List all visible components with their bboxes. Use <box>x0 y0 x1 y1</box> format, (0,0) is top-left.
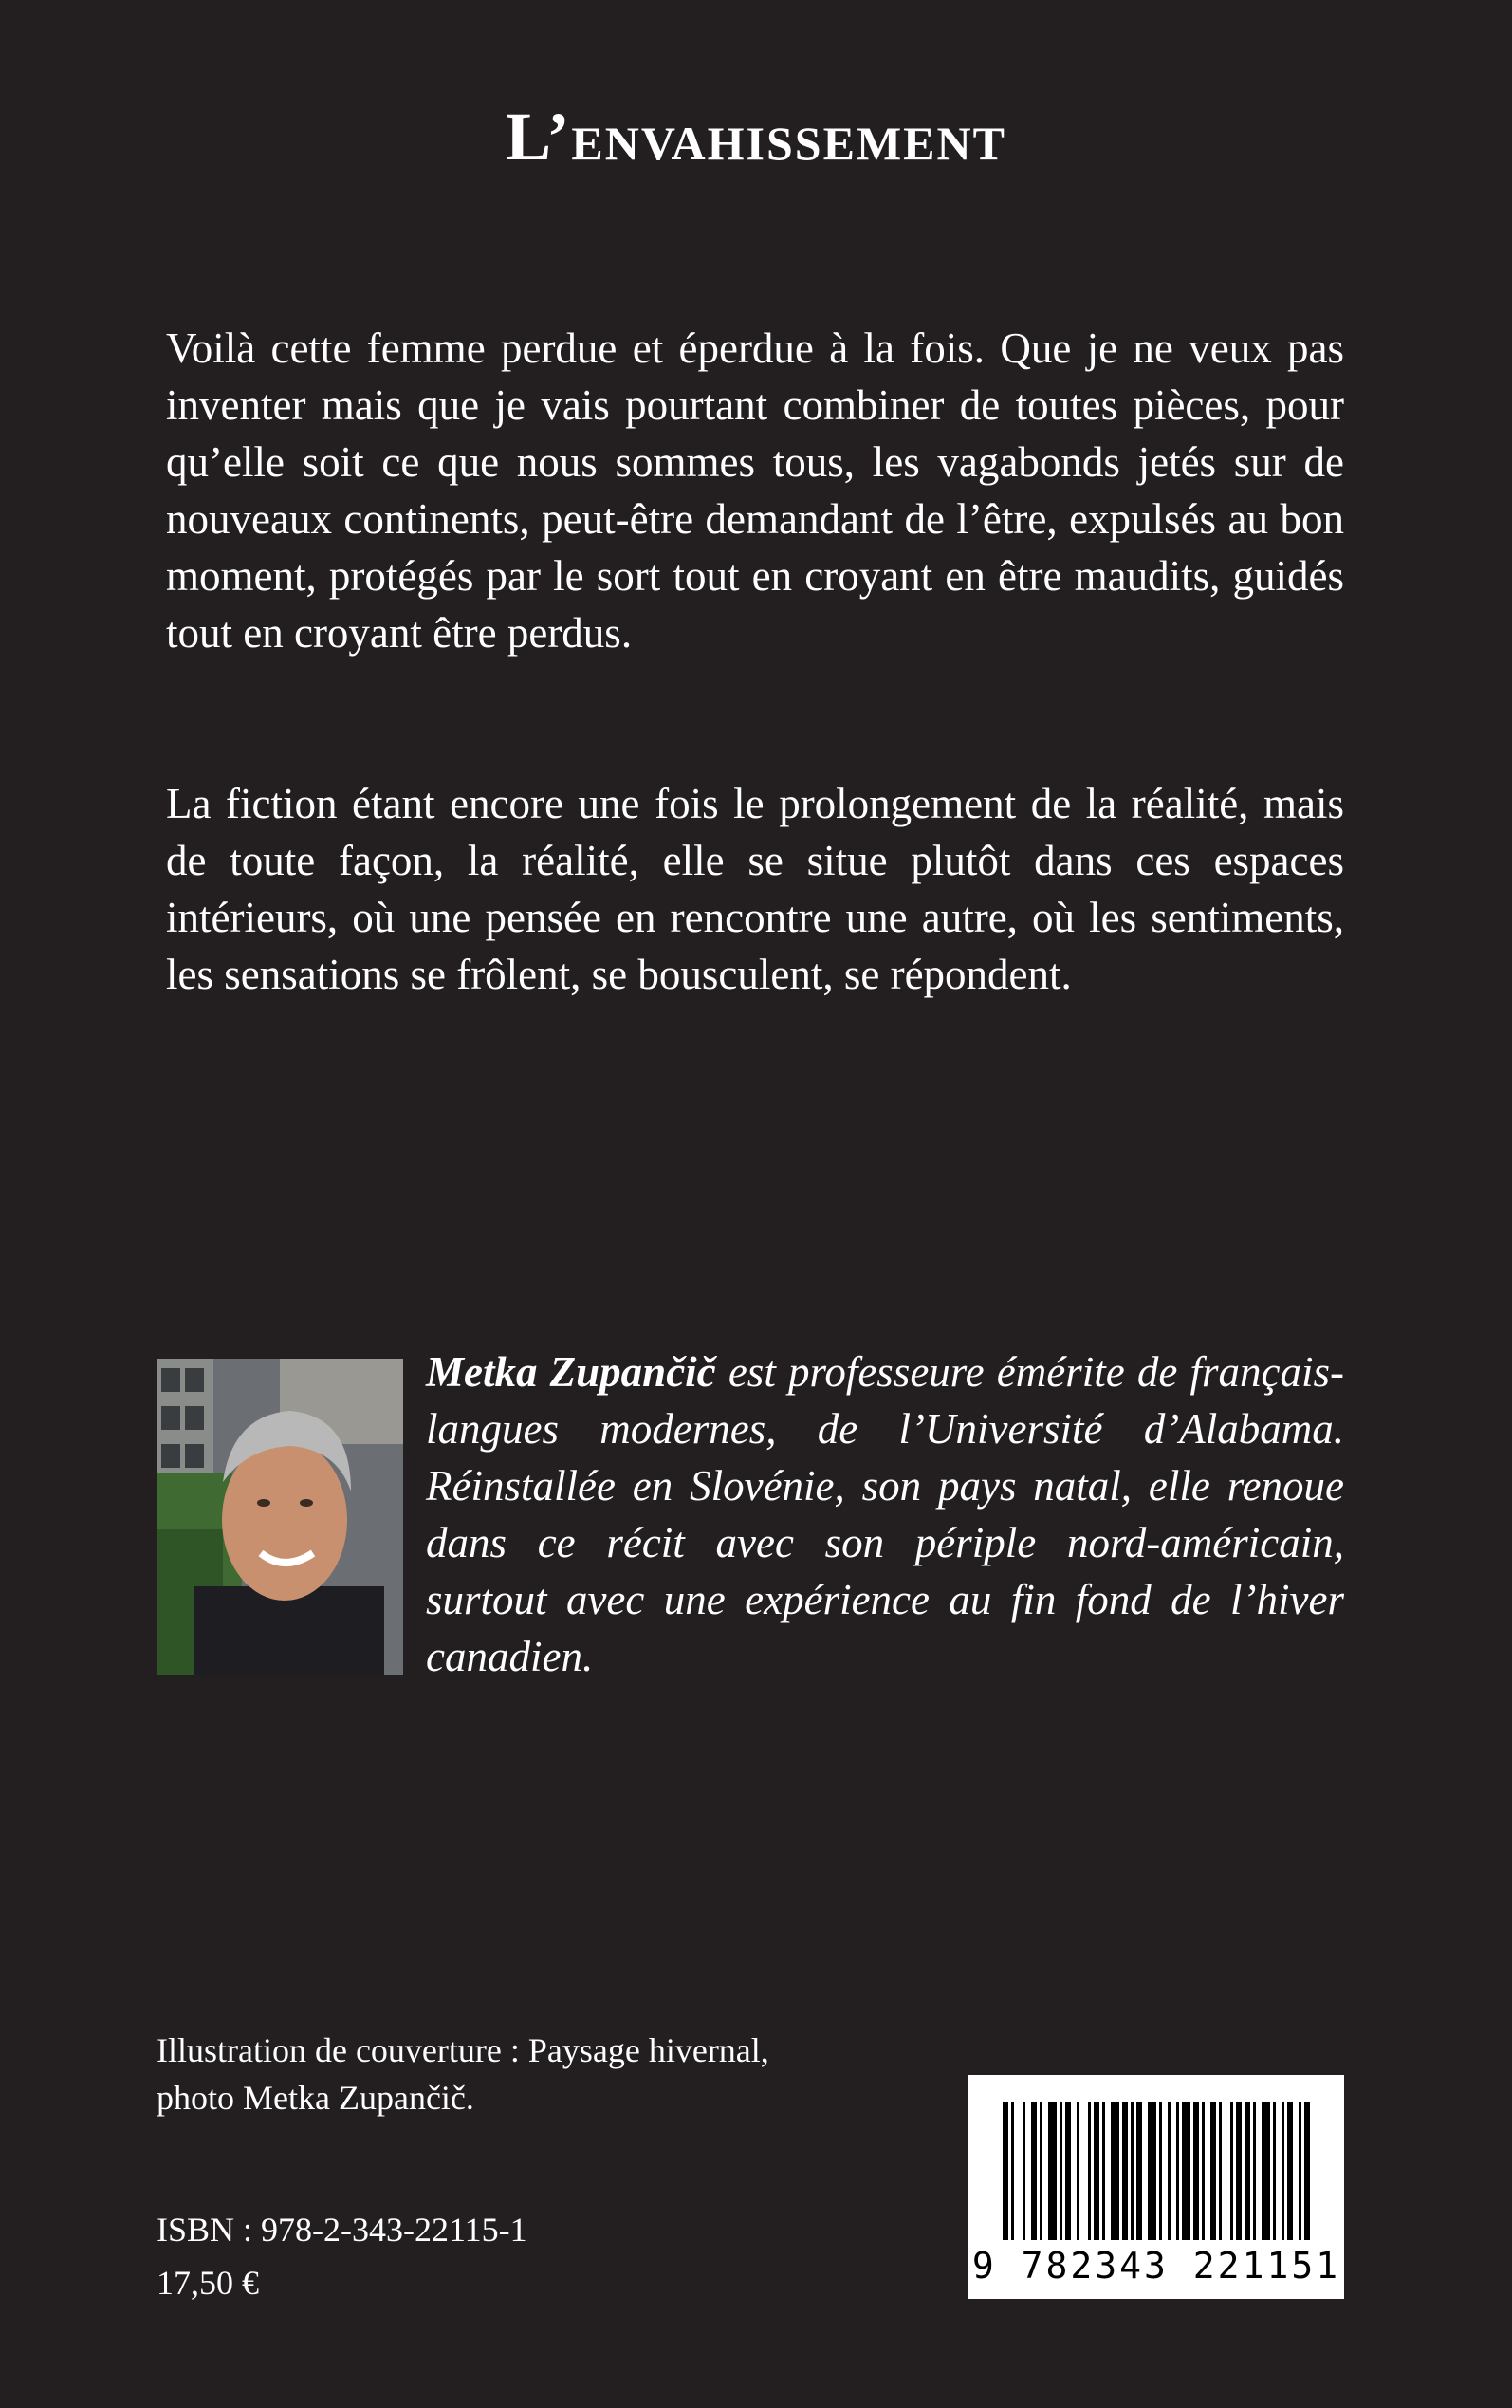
barcode-bar <box>1236 2102 1242 2240</box>
cover-credit-line-1: Illustration de couverture : Paysage hivernal, <box>157 2031 769 2069</box>
barcode-bar <box>1159 2102 1162 2240</box>
barcode-bar <box>1111 2102 1119 2240</box>
barcode-bar <box>1245 2102 1250 2240</box>
barcode-bar <box>1219 2102 1222 2240</box>
barcode-bar <box>1031 2102 1037 2240</box>
price: 17,50 € <box>157 2264 259 2302</box>
barcode-bar <box>1193 2102 1199 2240</box>
barcode-bar <box>1262 2102 1270 2240</box>
barcode-bar <box>1176 2102 1179 2240</box>
barcode-bar <box>1304 2102 1310 2240</box>
barcode-bar <box>1060 2102 1062 2240</box>
barcode-bar <box>1131 2102 1134 2240</box>
barcode-bar <box>1253 2102 1256 2240</box>
barcode-bar <box>1088 2102 1091 2240</box>
cover-credit <box>157 2027 769 2121</box>
barcode-bar <box>1210 2102 1216 2240</box>
barcode-bar <box>1003 2102 1008 2240</box>
barcode-bar <box>1282 2102 1284 2240</box>
barcode-bar <box>1299 2102 1301 2240</box>
barcode-bar <box>1168 2102 1171 2240</box>
barcode-bar <box>1273 2102 1276 2240</box>
barcode-bar <box>1122 2102 1128 2240</box>
blurb-paragraph-1: Voilà cette femme perdue et éperdue à la fois. Que je ne veux pas inventer mais que je vais pourtant combiner de toutes pièces, pour qu’elle soit ce que nous sommes tous, les vagabonds jetés sur de nouveaux continents, peut-être demandant de l’être, expulsés au bon moment, protégés par le sort tout en croyant en être maudits, guidés tout en croyant être perdus. <box>166 324 1344 657</box>
barcode-bar <box>1202 2102 1205 2240</box>
barcode-bar <box>1230 2102 1233 2240</box>
isbn-number: ISBN : 978-2-343-22115-1 <box>157 2211 527 2249</box>
barcode-bar <box>1011 2102 1014 2240</box>
barcode-bar <box>1023 2102 1025 2240</box>
barcode-bar <box>1287 2102 1293 2240</box>
barcode <box>968 2075 1344 2299</box>
author-photo <box>157 1359 403 1675</box>
cover-credit-line-2: photo Metka Zupančič. <box>157 2079 474 2117</box>
barcode-bar <box>1065 2102 1071 2240</box>
author-name: Metka Zupančič <box>426 1348 716 1396</box>
barcode-bar <box>1136 2102 1142 2240</box>
barcode-bar <box>1148 2102 1156 2240</box>
isbn-block <box>157 2203 527 2309</box>
barcode-bar <box>1182 2102 1190 2240</box>
barcode-bar <box>1094 2102 1099 2240</box>
barcode-digits: 9 782343 221151 <box>971 2245 1341 2287</box>
barcode-bar <box>1048 2102 1057 2240</box>
barcode-bar <box>1077 2102 1079 2240</box>
barcode-bar <box>1102 2102 1105 2240</box>
book-title: L’envahissement <box>506 99 1006 175</box>
author-bio <box>426 1343 1344 1685</box>
barcode-bar <box>1040 2102 1042 2240</box>
blurb-paragraph-2: La fiction étant encore une fois le prolongement de la réalité, mais de toute façon, la réalité, elle se situe plutôt dans ces espaces intérieurs, où une pensée en rencontre une autre, où les sentiments, les sensations se frôlent, se bousculent, se répondent. <box>166 780 1344 998</box>
author-bio-text: est professeure émérite de français-langues modernes, de l’Université d’Alabama. Réinstallée en Slovénie, son pays natal, elle renoue dans ce récit avec son périple nord-américain, surtout avec une expérience au fin fond de l’hiver canadien. <box>426 1348 1345 1680</box>
